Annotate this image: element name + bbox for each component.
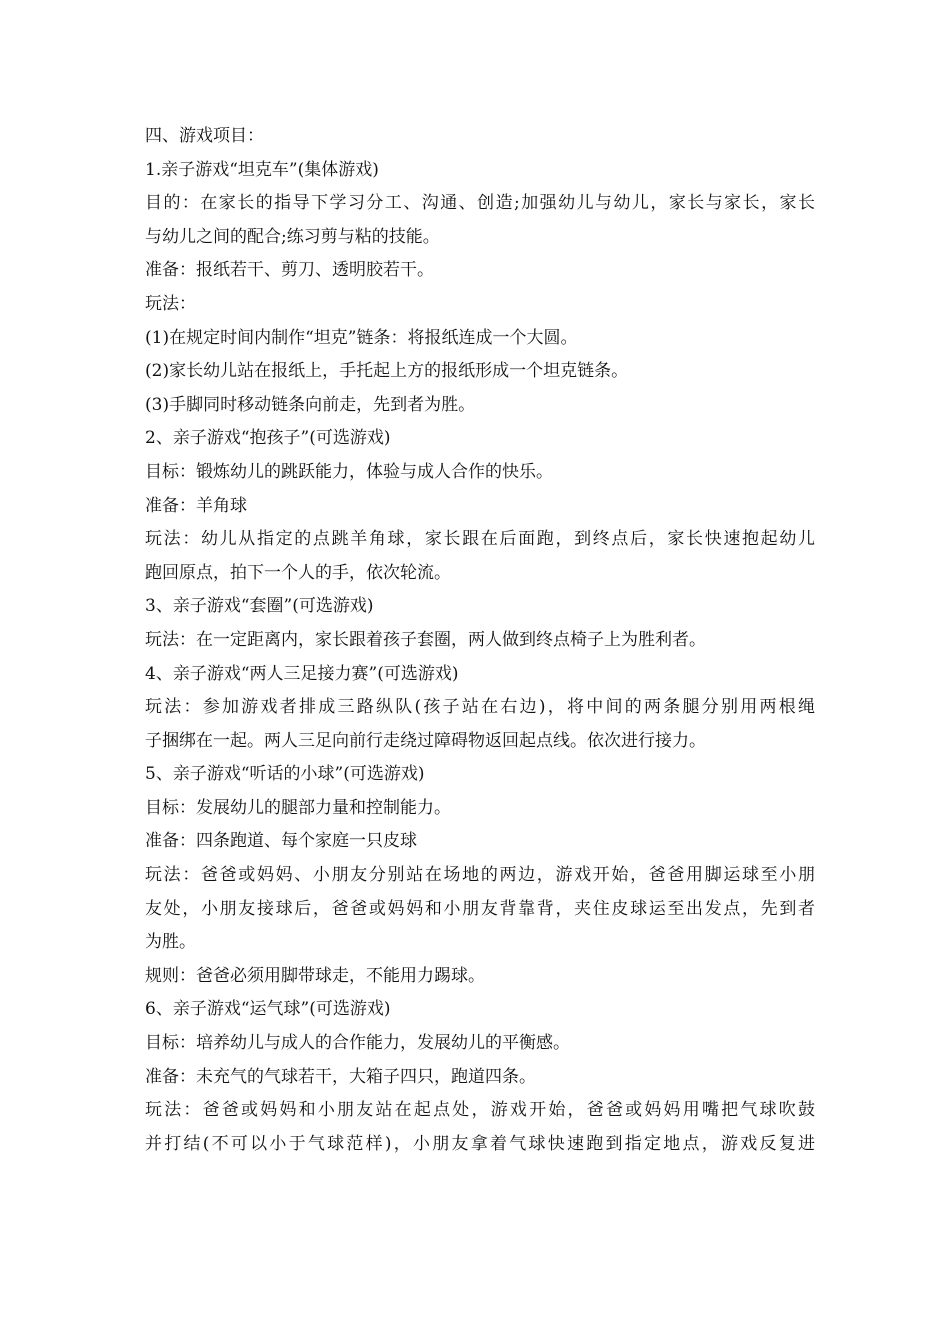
game-6-method-line-2: 并打结(不可以小于气球范样)，小朋友拿着气球快速跑到指定地点，游戏反复进: [145, 1133, 815, 1154]
game-6-preparation: 准备：未充气的气球若干，大箱子四只，跑道四条。: [145, 1066, 536, 1087]
section-heading: 四、游戏项目：: [145, 126, 264, 146]
game-3-method: 玩法：在一定距离内，家长跟着孩子套圈，两人做到终点椅子上为胜利者。: [145, 629, 706, 650]
game-6-goal: 目标：培养幼儿与成人的合作能力，发展幼儿的平衡感。: [145, 1033, 570, 1054]
document-body: [145, 120, 815, 1161]
game-1-purpose-line-2: 与幼儿之间的配合;练习剪与粘的技能。: [145, 226, 440, 247]
game-2-method-line-1: 玩法：幼儿从指定的点跳羊角球，家长跟在后面跑，到终点后，家长快速抱起幼儿: [145, 529, 815, 550]
game-5-goal: 目标：发展幼儿的腿部力量和控制能力。: [145, 797, 451, 818]
game-5-method-line-3: 为胜。: [145, 932, 196, 953]
game-5-method-line-2: 友处，小朋友接球后，爸爸或妈妈和小朋友背靠背，夹住皮球运至出发点，先到者: [145, 898, 815, 919]
game-2-method-line-2: 跑回原点，拍下一个人的手，依次轮流。: [145, 562, 451, 583]
game-2-goal: 目标：锻炼幼儿的跳跃能力，体验与成人合作的快乐。: [145, 461, 553, 482]
game-4-method-line-2: 子捆绑在一起。两人三足向前行走绕过障碍物返回起点线。依次进行接力。: [145, 730, 706, 751]
game-1-title: 1.亲子游戏“坦克车”(集体游戏): [145, 159, 379, 180]
game-5-preparation: 准备：四条跑道、每个家庭一只皮球: [145, 831, 417, 852]
game-1-purpose-line-1: 目的：在家长的指导下学习分工、沟通、创造;加强幼儿与幼儿，家长与家长，家长: [145, 193, 815, 214]
game-4-method-line-1: 玩法：参加游戏者排成三路纵队(孩子站在右边)，将中间的两条腿分别用两根绳: [145, 697, 815, 718]
game-1-step-1: (1)在规定时间内制作“坦克”链条：将报纸连成一个大圆。: [145, 327, 578, 348]
game-2-title: 2、亲子游戏“抱孩子”(可选游戏): [145, 428, 391, 449]
game-5-rule: 规则：爸爸必须用脚带球走，不能用力踢球。: [145, 965, 485, 986]
game-5-method-line-1: 玩法：爸爸或妈妈、小朋友分别站在场地的两边，游戏开始，爸爸用脚运球至小朋: [145, 865, 815, 886]
game-1-step-3: (3)手脚同时移动链条向前走，先到者为胜。: [145, 394, 476, 415]
game-3-title: 3、亲子游戏“套圈”(可选游戏): [145, 596, 374, 617]
game-1-method-label: 玩法：: [145, 293, 196, 314]
game-5-title: 5、亲子游戏“听话的小球”(可选游戏): [145, 764, 425, 785]
game-4-title: 4、亲子游戏“两人三足接力赛”(可选游戏): [145, 663, 459, 684]
game-6-method-line-1: 玩法：爸爸或妈妈和小朋友站在起点处，游戏开始，爸爸或妈妈用嘴把气球吹鼓: [145, 1100, 815, 1121]
game-2-preparation: 准备：羊角球: [145, 495, 247, 516]
game-6-title: 6、亲子游戏“运气球”(可选游戏): [145, 999, 391, 1020]
game-1-step-2: (2)家长幼儿站在报纸上，手托起上方的报纸形成一个坦克链条。: [145, 361, 629, 382]
game-1-preparation: 准备：报纸若干、剪刀、透明胶若干。: [145, 260, 434, 281]
